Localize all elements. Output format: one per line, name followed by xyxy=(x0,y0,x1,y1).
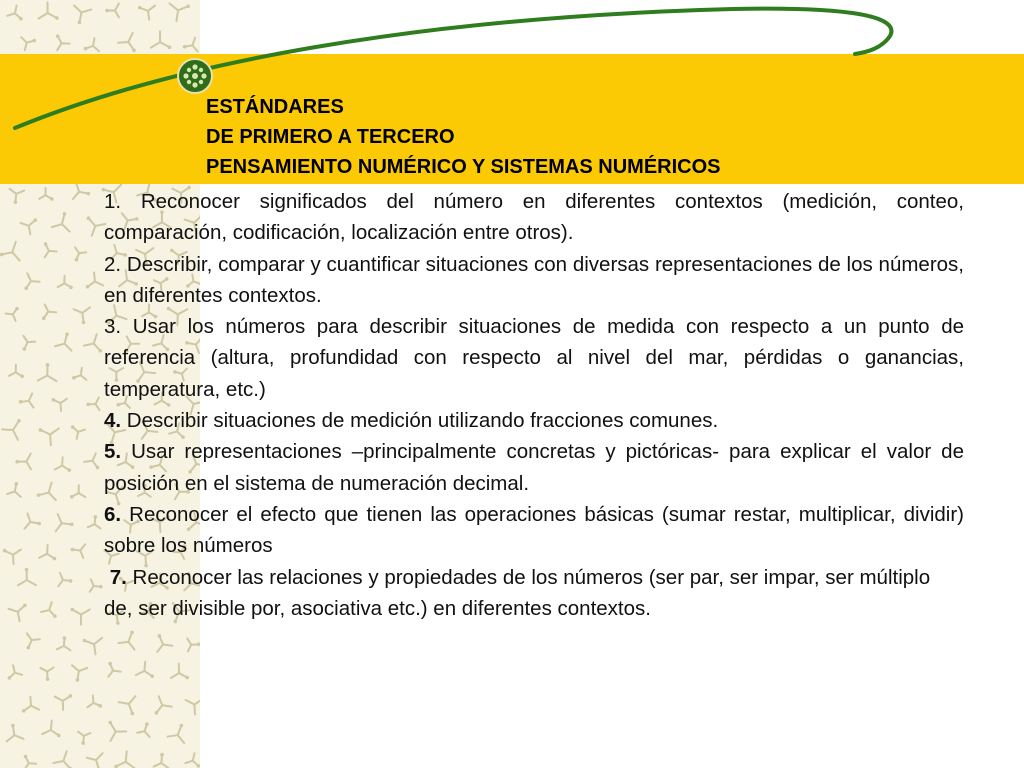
item-text: Reconocer significados del número en diferentes contextos (medición, conteo, comparación, codificación, localización entre otros). xyxy=(104,190,964,245)
list-item xyxy=(104,186,964,249)
item-number: 2. xyxy=(104,252,122,276)
item-text: Usar los números para describir situaciones de medida con respecto a un punto de referencia (altura, profundidad con respecto al nivel del mar, pérdidas o ganancias, temperatura, etc.) xyxy=(104,315,964,401)
item-text: Reconocer las relaciones y propiedades de los números (ser par, ser impar, ser múltiplo de, ser divisible por, asociativa etc.) en diferentes contextos. xyxy=(104,565,936,620)
green-ornament-icon xyxy=(178,59,212,93)
list-item xyxy=(104,499,964,562)
item-number: 7. xyxy=(104,565,127,589)
list-item xyxy=(104,249,964,312)
item-text: Reconocer el efecto que tienen las operaciones básicas (sumar restar, multiplicar, dividir) sobre los números xyxy=(104,502,964,558)
item-number: 4. xyxy=(104,409,122,433)
list-item xyxy=(104,405,964,436)
list-item xyxy=(104,562,964,625)
item-number: 6. xyxy=(104,502,122,526)
title-line-3: PENSAMIENTO NUMÉRICO Y SISTEMAS NUMÉRICOS xyxy=(206,156,721,178)
item-text: Describir, comparar y cuantificar situaciones con diversas representaciones de los números, en diferentes contextos. xyxy=(104,252,964,307)
list-item xyxy=(104,436,964,499)
item-text: Usar representaciones –principalmente concretas y pictóricas- para explicar el valor de posición en el sistema de numeración decimal. xyxy=(104,440,964,495)
title-line-2: DE PRIMERO A TERCERO xyxy=(206,126,455,148)
title-line-1: ESTÁNDARES xyxy=(206,96,344,118)
item-number: 3. xyxy=(104,315,122,339)
item-number: 5. xyxy=(104,440,122,464)
item-text: Describir situaciones de medición utilizando fracciones comunes. xyxy=(121,409,719,433)
standards-list xyxy=(104,186,964,624)
slide-title xyxy=(206,92,721,182)
item-number: 1. xyxy=(104,190,122,213)
list-item xyxy=(104,311,964,405)
